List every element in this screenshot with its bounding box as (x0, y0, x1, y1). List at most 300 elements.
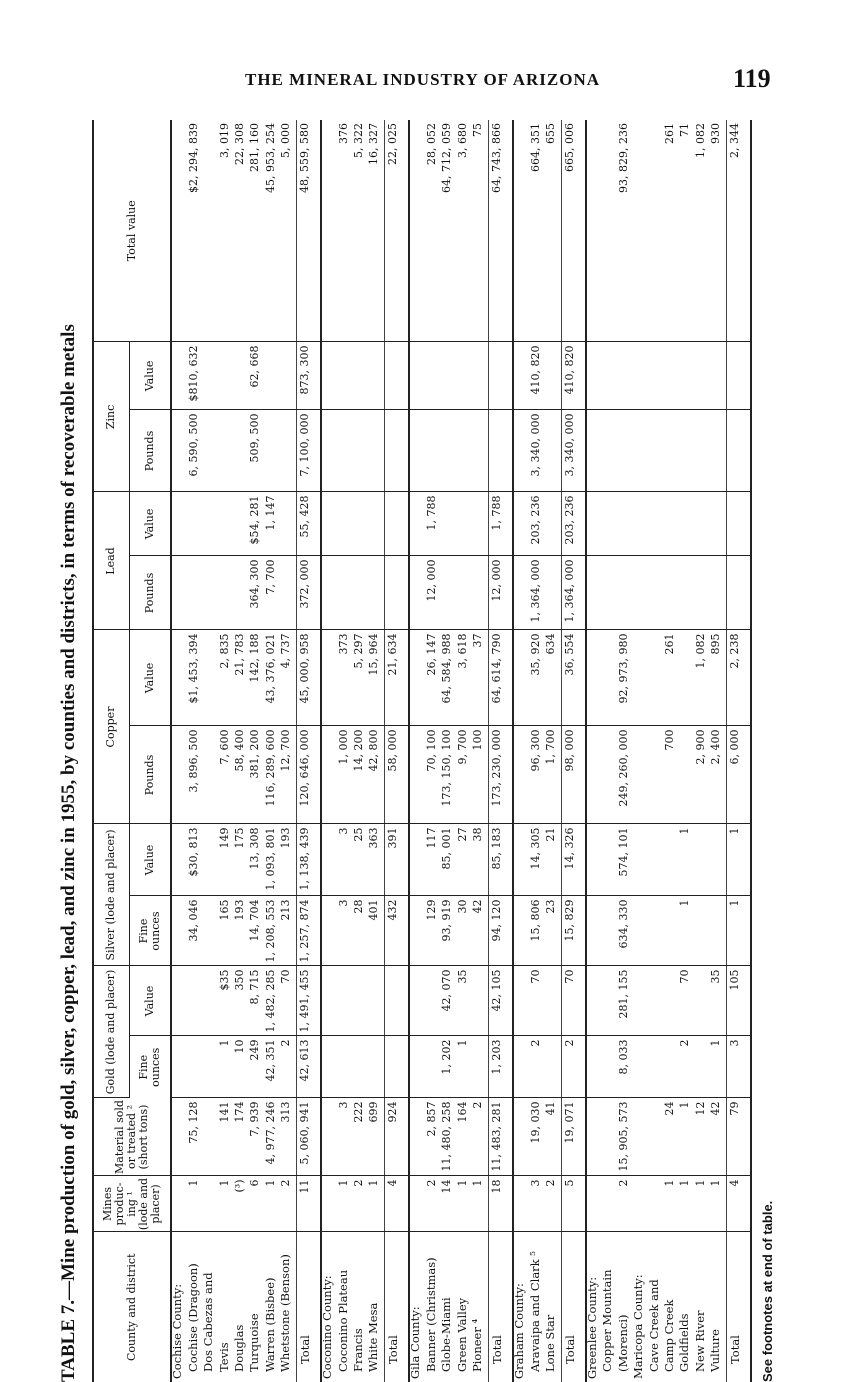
row-label: Warren (Bisbee) (262, 1277, 277, 1372)
table-cell: 1 (188, 1176, 203, 1232)
table-cell: 42, 800 (368, 726, 384, 824)
table-cell (203, 556, 218, 630)
running-head: THE MINERAL INDUSTRY OF ARIZONA (245, 70, 601, 89)
table-cell: 634, 330 (618, 896, 633, 966)
table-cell (171, 556, 188, 630)
table-cell: 3 (338, 1098, 353, 1176)
table-cell (409, 1098, 426, 1176)
row-label: Dos Cabezas and (201, 1272, 216, 1372)
header-county: County and district (93, 1232, 171, 1382)
row-label: Cochise County: (170, 1283, 184, 1379)
table-cell (203, 1098, 218, 1176)
table-cell (586, 342, 603, 410)
table-cell: 1, 257, 874 (296, 896, 321, 966)
table-cell: 873, 300 (296, 342, 321, 410)
row-label: Greenlee County: (584, 1276, 599, 1379)
table-cell: 1 (695, 1176, 710, 1232)
table-cell: 1 (679, 824, 694, 896)
table-cell: 1 (710, 1176, 726, 1232)
table-cell (353, 342, 368, 410)
table-cell (649, 410, 664, 492)
table-cell: 6, 590, 500 (188, 410, 203, 492)
table-cell: 23 (545, 896, 561, 966)
table-cell (385, 966, 410, 1036)
table-cell (633, 1176, 648, 1232)
row-label: New River (692, 1310, 707, 1372)
row-label: Total (726, 1232, 751, 1382)
table-cell (602, 1176, 617, 1232)
table-cell: 203, 236 (561, 492, 586, 556)
table-cell (171, 120, 188, 342)
table-cell (171, 410, 188, 492)
table-cell: 92, 973, 980 (618, 630, 633, 726)
table-cell: 1, 700 (545, 726, 561, 824)
table-cell: 26, 147 (426, 630, 441, 726)
table-cell (545, 342, 561, 410)
row-label: Turquoise (247, 1313, 262, 1372)
table-cell (188, 556, 203, 630)
table-cell: 6 (249, 1176, 264, 1232)
table-cell (586, 896, 603, 966)
table-cell (472, 342, 488, 410)
table-row (249, 120, 264, 1382)
table-cell (649, 1098, 664, 1176)
row-label: Lone Star (542, 1314, 557, 1372)
table-cell: 2 (679, 1036, 694, 1098)
table-cell: 3, 680 (457, 120, 472, 342)
table-cell: 1 (726, 824, 751, 896)
table-cell (338, 492, 353, 556)
table-cell (385, 492, 410, 556)
county-row (513, 120, 530, 1382)
table-cell: 376 (338, 120, 353, 342)
row-label: Vulture (708, 1329, 723, 1372)
table-cell (171, 630, 188, 726)
table-cell (586, 410, 603, 492)
table-cell (171, 1036, 188, 1098)
table-cell: $54, 281 (249, 492, 264, 556)
table-cell: 28, 052 (426, 120, 441, 342)
table-cell (649, 1036, 664, 1098)
table-cell: 3, 896, 500 (188, 726, 203, 824)
table-cell (649, 630, 664, 726)
table-cell (353, 1036, 368, 1098)
table-cell: $35 (219, 966, 234, 1036)
table-cell (488, 410, 513, 492)
table-cell (409, 492, 426, 556)
table-row (530, 120, 545, 1382)
table-cell: 2 (353, 1176, 368, 1232)
table-cell (695, 896, 710, 966)
table-cell: 1 (726, 896, 751, 966)
table-cell (409, 726, 426, 824)
total-row (488, 120, 513, 1382)
table-cell (171, 342, 188, 410)
row-label: Globe-Miami (439, 1297, 454, 1372)
table-cell: 15, 905, 573 (618, 1098, 633, 1176)
table-cell (353, 556, 368, 630)
table-cell: 2, 400 (710, 726, 726, 824)
table-cell: 42, 105 (488, 966, 513, 1036)
table-cell: $30, 813 (188, 824, 203, 896)
table-cell: 3 (726, 1036, 751, 1098)
table-cell (633, 824, 648, 896)
table-cell: 700 (664, 726, 679, 824)
table-cell: 15, 806 (530, 896, 545, 966)
table-cell (602, 492, 617, 556)
table-cell: 1 (679, 896, 694, 966)
table-cell: 373 (338, 630, 353, 726)
table-cell (586, 492, 603, 556)
table-row (265, 120, 280, 1382)
table-cell: 1, 202 (441, 1036, 456, 1098)
table-cell (441, 410, 456, 492)
table-cell: 2 (280, 1176, 296, 1232)
table-cell: 75 (472, 120, 488, 342)
table-cell (649, 896, 664, 966)
table-cell: $2, 294, 839 (188, 120, 203, 342)
table-cell (633, 556, 648, 630)
table-cell: 42, 070 (441, 966, 456, 1036)
table-cell: 1 (710, 1036, 726, 1098)
table-cell (385, 1036, 410, 1098)
table-cell (513, 1176, 530, 1232)
table-cell (602, 1036, 617, 1098)
table-cell (679, 492, 694, 556)
page-number: 119 (733, 64, 771, 93)
table-cell: 5, 000 (280, 120, 296, 342)
table-cell: 1 (472, 1176, 488, 1232)
table-cell (353, 966, 368, 1036)
table-cell: 37 (472, 630, 488, 726)
footnote: See footnotes at end of table. (760, 1200, 775, 1382)
table-cell: 895 (710, 630, 726, 726)
table-cell (513, 896, 530, 966)
table-cell: 8, 715 (249, 966, 264, 1036)
table-cell (457, 556, 472, 630)
table-cell (726, 342, 751, 410)
table-cell: 2 (426, 1176, 441, 1232)
table-cell: 10 (234, 1036, 249, 1098)
table-cell: 364, 300 (249, 556, 264, 630)
table-cell (649, 120, 664, 342)
table-cell: 42, 613 (296, 1036, 321, 1098)
table-cell (710, 556, 726, 630)
table-cell (633, 726, 648, 824)
table-cell: 24 (664, 1098, 679, 1176)
row-label: Camp Creek (661, 1299, 676, 1372)
table-cell: 3, 340, 000 (561, 410, 586, 492)
table-cell (203, 1176, 218, 1232)
table-cell: 42, 351 (265, 1036, 280, 1098)
table-cell: 100 (472, 726, 488, 824)
table-cell (171, 824, 188, 896)
table-cell (353, 492, 368, 556)
table-cell: 15, 964 (368, 630, 384, 726)
table-cell (203, 966, 218, 1036)
table-cell: 930 (710, 120, 726, 342)
table-cell (368, 410, 384, 492)
header-mines: Mines produc-ing ¹ (lode and placer) (93, 1176, 171, 1232)
table-cell (321, 1176, 338, 1232)
table-cell (457, 492, 472, 556)
total-row (726, 120, 751, 1382)
table-body (171, 120, 751, 1382)
subheader-copper-value: Value (129, 630, 171, 726)
header-lead: Lead (93, 492, 129, 630)
table-cell (586, 556, 603, 630)
table-cell (545, 1036, 561, 1098)
table-cell (385, 556, 410, 630)
table-cell (695, 410, 710, 492)
table-cell: 11, 480, 258 (441, 1098, 456, 1176)
row-label: Coconino Plateau (335, 1269, 350, 1372)
table-cell (171, 1176, 188, 1232)
table-row (710, 120, 726, 1382)
table-cell (171, 726, 188, 824)
table-cell: 410, 820 (530, 342, 545, 410)
table-cell: 79 (726, 1098, 751, 1176)
table-cell: 634 (545, 630, 561, 726)
table-cell: 193 (234, 896, 249, 966)
row-label: Total (296, 1232, 321, 1382)
table-cell (188, 1036, 203, 1098)
table-cell: 1 (457, 1036, 472, 1098)
table-cell: 8, 033 (618, 1036, 633, 1098)
table-row (649, 120, 664, 1382)
table-cell (409, 556, 426, 630)
table-cell (710, 896, 726, 966)
table-cell: 664, 351 (530, 120, 545, 342)
table-cell: 70 (679, 966, 694, 1036)
subheader-zinc-pounds: Pounds (129, 410, 171, 492)
table-cell: 699 (368, 1098, 384, 1176)
table-cell: 41 (545, 1098, 561, 1176)
table-cell (234, 410, 249, 492)
table-cell: 249, 260, 000 (618, 726, 633, 824)
table-cell: 42 (472, 896, 488, 966)
table-cell (586, 120, 603, 342)
table-cell (368, 342, 384, 410)
table-cell (338, 410, 353, 492)
table-cell (426, 1036, 441, 1098)
table-cell (710, 824, 726, 896)
table-cell (664, 966, 679, 1036)
county-row (633, 120, 648, 1382)
table-row (338, 120, 353, 1382)
table-cell (219, 556, 234, 630)
table-cell (171, 492, 188, 556)
table-cell: 35 (457, 966, 472, 1036)
table-cell (726, 556, 751, 630)
table-cell: 5, 322 (353, 120, 368, 342)
table-cell (649, 556, 664, 630)
table-cell: 164 (457, 1098, 472, 1176)
table-row (234, 120, 249, 1382)
header-copper: Copper (93, 630, 129, 824)
table-cell: 2 (618, 1176, 633, 1232)
row-label: Copper Mountain (600, 1269, 615, 1372)
table-cell (633, 1036, 648, 1098)
table-cell: 213 (280, 896, 296, 966)
table-cell (586, 1098, 603, 1176)
table-cell (188, 966, 203, 1036)
row-label: White Mesa (366, 1302, 381, 1372)
table-cell (426, 410, 441, 492)
row-label: Douglas (232, 1324, 247, 1372)
table-cell: 94, 120 (488, 896, 513, 966)
table-cell: 2, 238 (726, 630, 751, 726)
header-total-value: Total value (93, 120, 171, 342)
table-cell (472, 966, 488, 1036)
row-label: Total (488, 1232, 513, 1382)
table-cell: 509, 500 (249, 410, 264, 492)
table-row (219, 120, 234, 1382)
table-cell: 120, 646, 000 (296, 726, 321, 824)
row-label: Coconino County: (319, 1275, 334, 1379)
table-cell (586, 824, 603, 896)
table-cell: 174 (234, 1098, 249, 1176)
table-cell (602, 630, 617, 726)
table-cell: 432 (385, 896, 410, 966)
table-cell (409, 120, 426, 342)
table-cell (586, 966, 603, 1036)
table-cell: 1, 788 (426, 492, 441, 556)
row-label: Maricopa County: (631, 1274, 646, 1379)
table-cell: 71 (679, 120, 694, 342)
subheader-zinc-value: Value (129, 342, 171, 410)
table-cell: 105 (726, 966, 751, 1036)
table-cell (633, 410, 648, 492)
table-cell: 11 (296, 1176, 321, 1232)
table-cell (602, 824, 617, 896)
row-label: Gila County: (408, 1306, 423, 1379)
table-cell: 372, 000 (296, 556, 321, 630)
table-cell (457, 410, 472, 492)
table-cell: 1 (219, 1176, 234, 1232)
table-cell (321, 966, 338, 1036)
table-cell (633, 896, 648, 966)
table-cell: 85, 183 (488, 824, 513, 896)
table-cell (602, 1098, 617, 1176)
table-cell: 141 (219, 1098, 234, 1176)
table-cell (203, 824, 218, 896)
table-cell (426, 966, 441, 1036)
table-cell (513, 630, 530, 726)
table-cell (664, 492, 679, 556)
table-cell (618, 556, 633, 630)
table-cell: 22, 308 (234, 120, 249, 342)
table-cell: 3 (530, 1176, 545, 1232)
table-cell (321, 1036, 338, 1098)
table-cell: 665, 006 (561, 120, 586, 342)
table-cell: 85, 001 (441, 824, 456, 896)
header-gold: Gold (lode and placer) (93, 966, 129, 1098)
table-cell (321, 726, 338, 824)
table-cell: 58, 400 (234, 726, 249, 824)
table-cell (488, 342, 513, 410)
table-cell (353, 410, 368, 492)
row-label: Tevis (216, 1342, 231, 1372)
table-cell: 1, 000 (338, 726, 353, 824)
table-cell: 9, 700 (457, 726, 472, 824)
production-table (92, 120, 752, 1382)
table-cell (649, 1176, 664, 1232)
table-cell (280, 342, 296, 410)
table-cell: 70 (561, 966, 586, 1036)
table-cell (679, 726, 694, 824)
table-cell (513, 966, 530, 1036)
table-cell (203, 630, 218, 726)
table-cell (472, 492, 488, 556)
table-cell (602, 896, 617, 966)
table-title: TABLE 7.—Mine production of gold, silver, copper, lead, and zinc in 1955, by counties and districts, in terms of recoverable metals (58, 324, 79, 1382)
table-cell (321, 1098, 338, 1176)
table-cell (321, 824, 338, 896)
table-cell: 5, 297 (353, 630, 368, 726)
table-cell (545, 556, 561, 630)
row-label: Pioneer ⁴ (470, 1318, 485, 1372)
table-cell: 1, 208, 553 (265, 896, 280, 966)
header-silver: Silver (lode and placer) (93, 824, 129, 966)
table-cell: 93, 919 (441, 896, 456, 966)
table-cell: 363 (368, 824, 384, 896)
table-cell: 96, 300 (530, 726, 545, 824)
table-cell (513, 726, 530, 824)
table-cell: 12, 000 (488, 556, 513, 630)
table-cell (633, 630, 648, 726)
row-label: Total (561, 1232, 586, 1382)
table-cell: 93, 829, 236 (618, 120, 633, 342)
table-cell (633, 966, 648, 1036)
table-cell (618, 410, 633, 492)
table-cell: 7, 100, 000 (296, 410, 321, 492)
table-cell (472, 1036, 488, 1098)
table-cell: 261 (664, 630, 679, 726)
table-cell (649, 342, 664, 410)
subheader-gold-value: Value (129, 966, 171, 1036)
total-row (561, 120, 586, 1382)
table-cell (203, 342, 218, 410)
table-cell (321, 342, 338, 410)
table-cell (649, 726, 664, 824)
table-cell (513, 410, 530, 492)
table-cell: 38 (472, 824, 488, 896)
table-cell (602, 410, 617, 492)
table-cell: 142, 188 (249, 630, 264, 726)
table-cell: 261 (664, 120, 679, 342)
table-cell: 34, 046 (188, 896, 203, 966)
county-row (586, 120, 603, 1382)
table-cell: 3, 618 (457, 630, 472, 726)
table-cell: 18 (488, 1176, 513, 1232)
table-cell: 410, 820 (561, 342, 586, 410)
table-cell (234, 492, 249, 556)
table-cell: 1 (679, 1176, 694, 1232)
table-cell: 12 (695, 1098, 710, 1176)
table-cell: 1, 093, 801 (265, 824, 280, 896)
table-row (472, 120, 488, 1382)
table-cell: 30 (457, 896, 472, 966)
total-row (385, 120, 410, 1382)
table-cell (321, 410, 338, 492)
table-cell (695, 492, 710, 556)
table-cell (695, 342, 710, 410)
table-cell: 5, 060, 941 (296, 1098, 321, 1176)
row-label: (Morenci) (615, 1314, 630, 1372)
table-cell: 35, 920 (530, 630, 545, 726)
table-cell: 281, 160 (249, 120, 264, 342)
